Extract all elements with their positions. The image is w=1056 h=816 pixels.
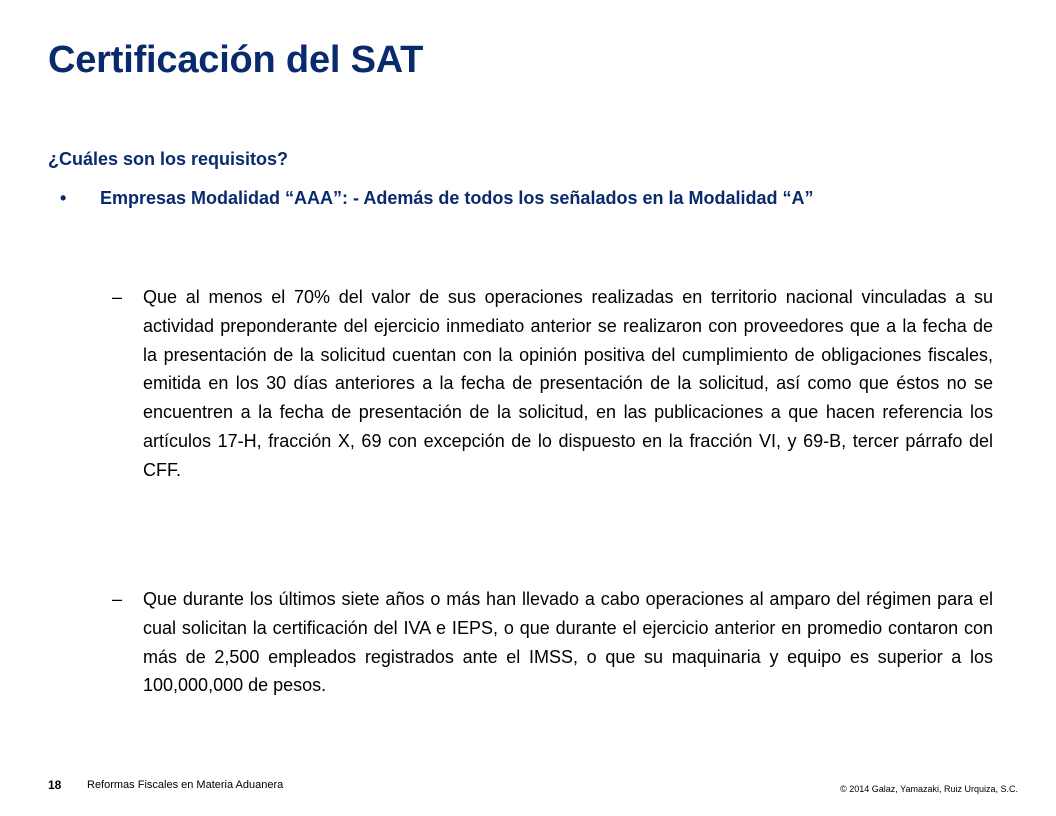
footer-copyright: © 2014 Galaz, Yamazaki, Ruiz Urquiza, S.C. <box>840 784 1018 794</box>
bullet-marker: • <box>60 188 67 208</box>
bullet-text: Empresas Modalidad “AAA”: - Además de todos los señalados en la Modalidad “A” <box>100 188 814 208</box>
sub-item-marker: – <box>112 589 123 609</box>
section-question: ¿Cuáles son los requisitos? <box>48 149 289 169</box>
bullet-item <box>60 185 993 212</box>
sub-item-text: Que durante los últimos siete años o más han llevado a cabo operaciones al amparo del régimen para el cual solicitan la certificación del IVA e IEPS, o que durante el ejercicio anterior en promedio contaron con más de 2,500 empleados registrados ante el IMSS, o que su maquinaria y equipo es superior a los 100,000,000 de pesos. <box>143 589 993 696</box>
footer-title: Reformas Fiscales en Materia Aduanera <box>87 779 284 791</box>
sub-item-marker: – <box>112 287 123 307</box>
sub-item <box>112 283 993 485</box>
page-number: 18 <box>48 778 62 792</box>
slide-title: Certificación del SAT <box>48 39 424 81</box>
sub-item <box>112 585 993 700</box>
sub-item-text: Que al menos el 70% del valor de sus operaciones realizadas en territorio nacional vinculadas a su actividad preponderante del ejercicio inmediato anterior se realizaron con proveedores que a la fecha de la presentación de la solicitud cuentan con la opinión positiva del cumplimiento de obligaciones fiscales, emitida en los 30 días anteriores a la fecha de presentación de la solicitud, así como que éstos no se encuentren a la fecha de presentación de la solicitud, en las publicaciones a que hacen referencia los artículos 17-H, fracción X, 69 con excepción de lo dispuesto en la fracción VI, y 69-B, tercer párrafo del CFF. <box>143 287 993 480</box>
